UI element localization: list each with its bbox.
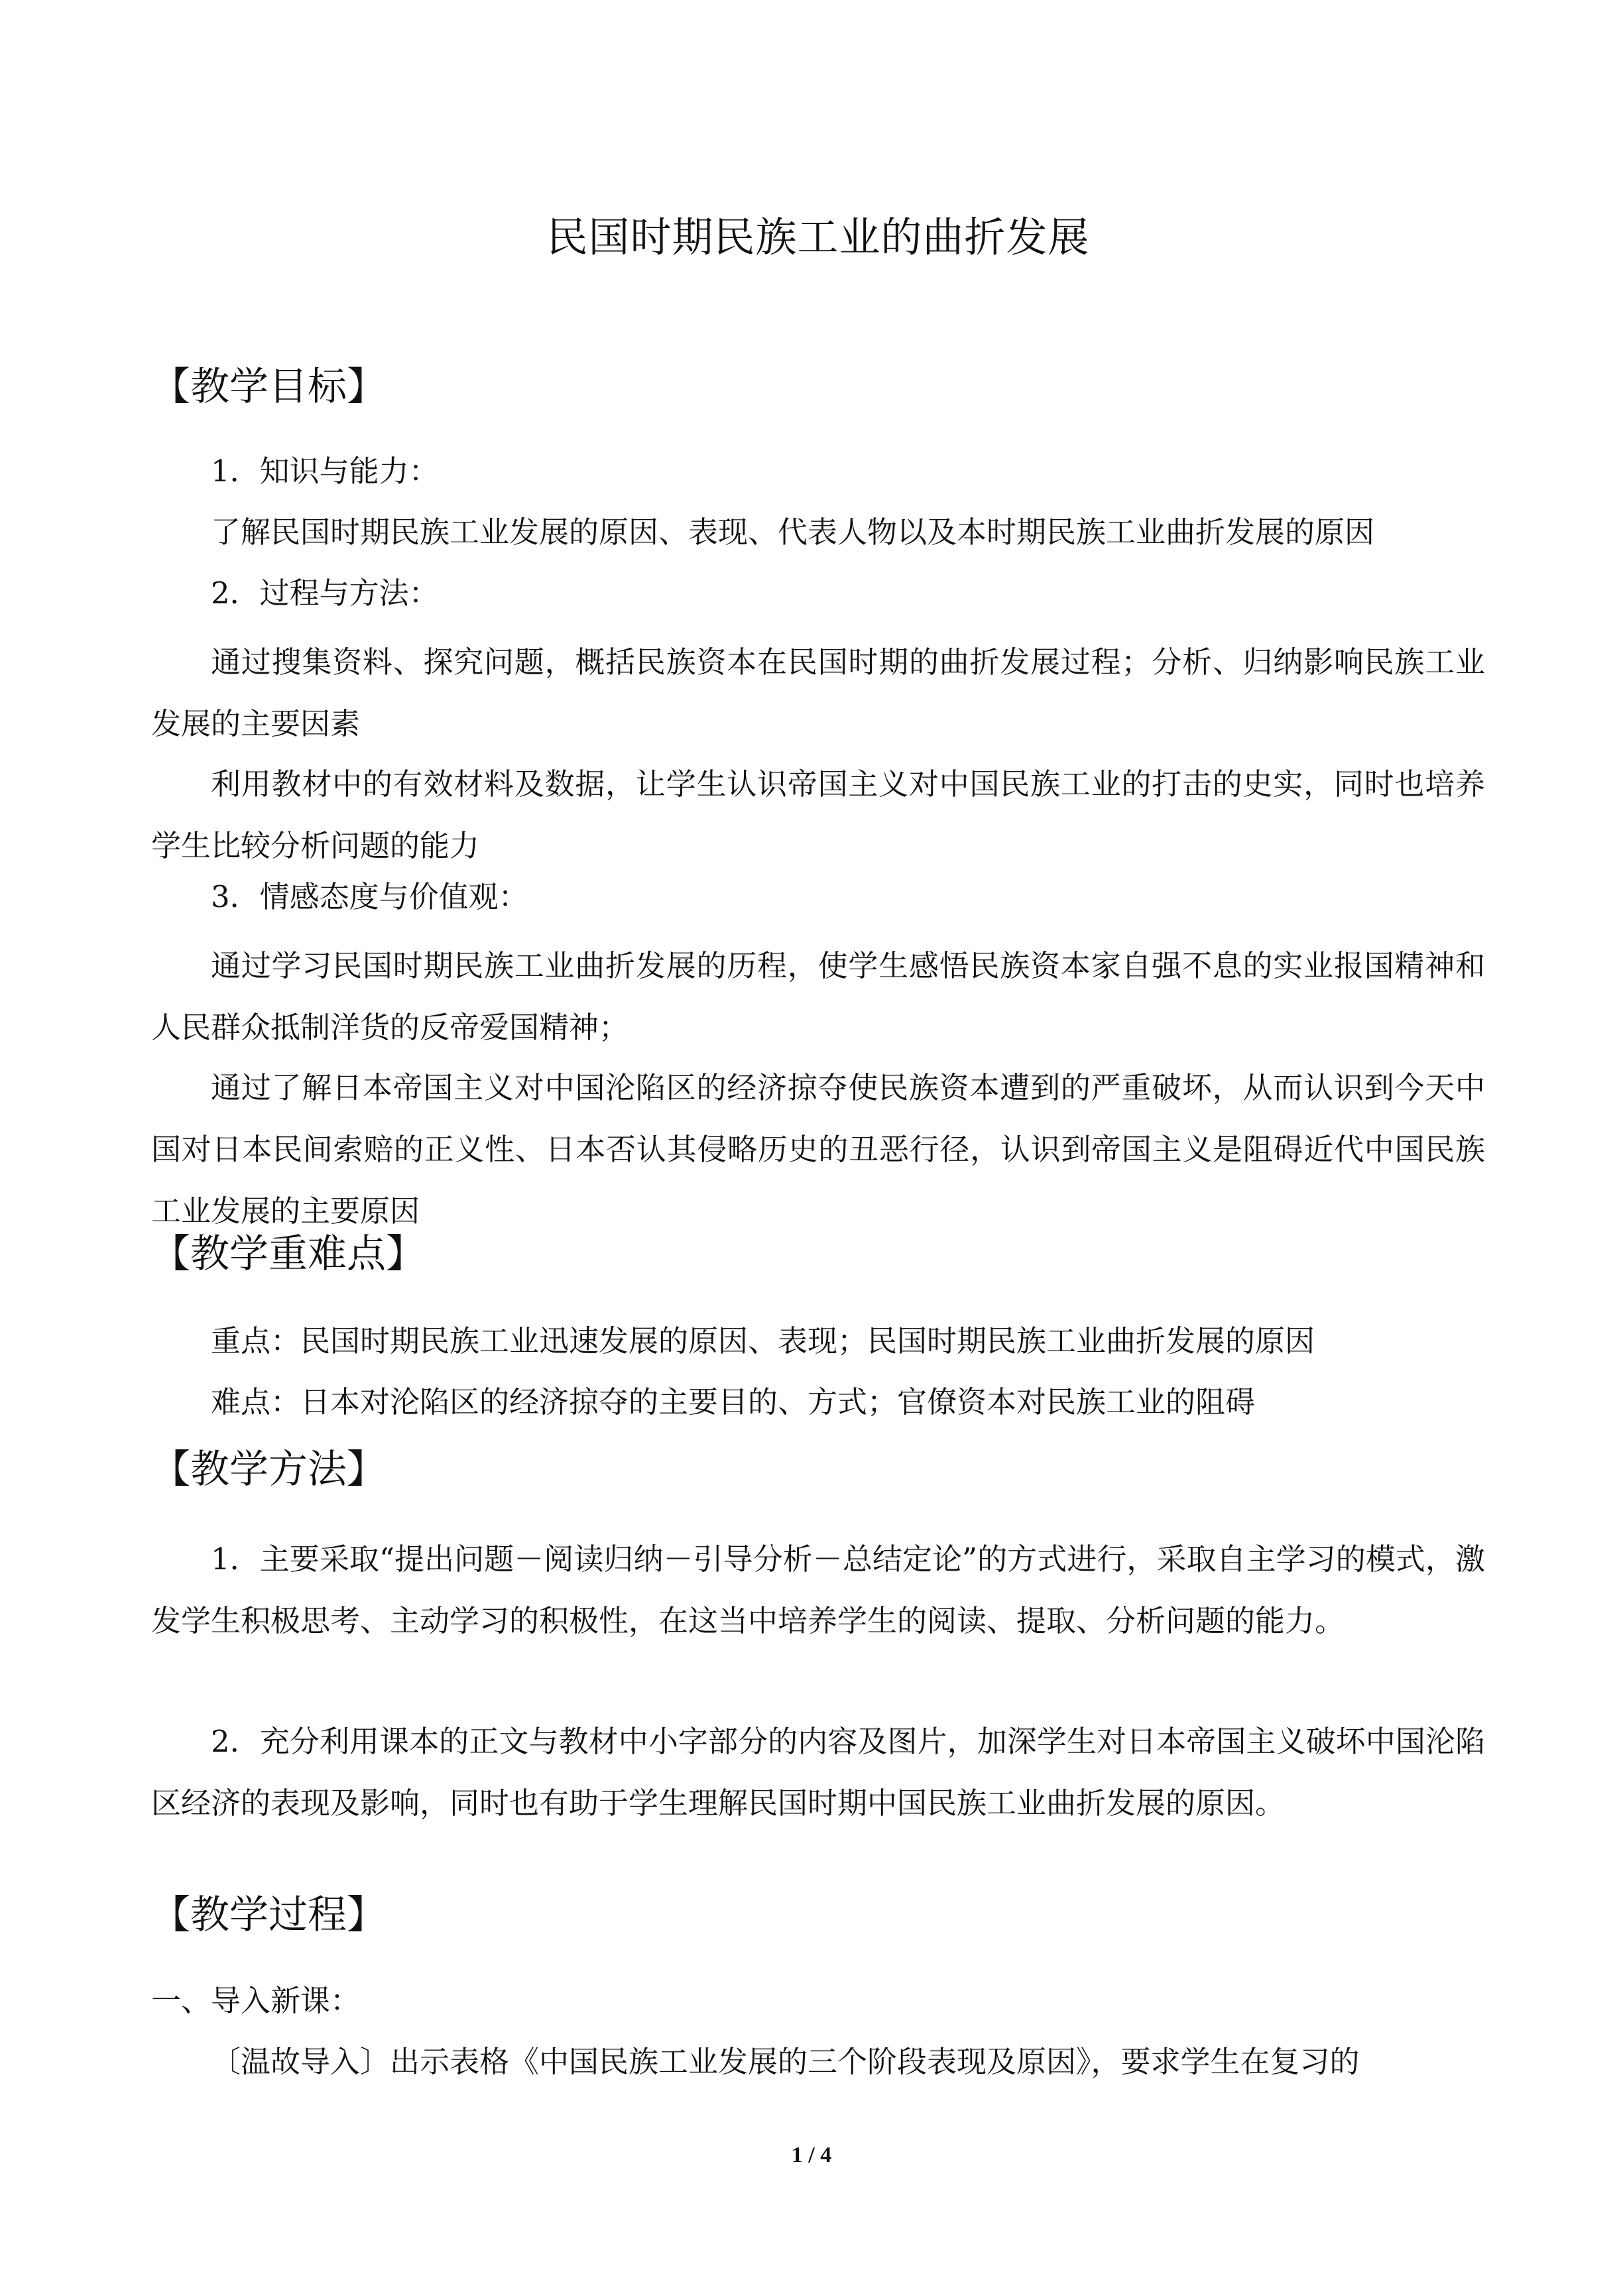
goal-3-text-a: 通过学习民国时期民族工业曲折发展的历程，使学生感悟民族资本家自强不息的实业报国精神和人民群众抵制洋货的反帝爱国精神；: [151, 948, 1485, 1045]
heading-key-points: 【教学重难点】: [151, 1231, 426, 1276]
heading-teaching-methods: 【教学方法】: [151, 1446, 387, 1492]
page-number: 1 / 4: [791, 2143, 832, 2167]
process-intro: 〔温故导入〕出示表格《中国民族工业发展的三个阶段表现及原因》，要求学生在复习的: [211, 2044, 1360, 2079]
goal-1-text: 了解民国时期民族工业发展的原因、表现、代表人物以及本时期民族工业曲折发展的原因: [211, 514, 1375, 550]
goal-3-label: 3．情感态度与价值观：: [211, 879, 528, 914]
key-point-difficulty: 难点：日本对沦陷区的经济掠夺的主要目的、方式；官僚资本对民族工业的阻碍: [211, 1384, 1256, 1420]
heading-teaching-goals: 【教学目标】: [151, 363, 387, 409]
heading-teaching-process: 【教学过程】: [151, 1892, 387, 1937]
method-1: 1．主要采取“提出问题－阅读归纳－引导分析－总结定论”的方式进行，采取自主学习的模式，激发学生积极思考、主动学习的积极性，在这当中培养学生的阅读、提取、分析问题的能力。: [151, 1541, 1485, 1638]
goal-1-label: 1．知识与能力：: [211, 453, 439, 489]
method-2: 2．充分利用课本的正文与教材中小字部分的内容及图片，加深学生对日本帝国主义破坏中国沦陷区经济的表现及影响，同时也有助于学生理解民国时期中国民族工业曲折发展的原因。: [151, 1724, 1485, 1821]
goal-2-text-a: 通过搜集资料、探究问题，概括民族资本在民国时期的曲折发展过程；分析、归纳影响民族工业发展的主要因素: [151, 644, 1485, 741]
document-title: 民国时期民族工业的曲折发展: [546, 213, 1090, 261]
goal-3-text-b: 通过了解日本帝国主义对中国沦陷区的经济掠夺使民族资本遭到的严重破坏，从而认识到今天中国对日本民间索赔的正义性、日本否认其侵略历史的丑恶行径，认识到帝国主义是阻碍近代中国民族工业发展的主要原因: [151, 1070, 1485, 1229]
goal-2-label: 2．过程与方法：: [211, 575, 439, 611]
process-sub-1: 一、导入新课：: [151, 1983, 361, 2018]
key-point-focus: 重点：民国时期民族工业迅速发展的原因、表现；民国时期民族工业曲折发展的原因: [211, 1323, 1315, 1359]
goal-2-text-b: 利用教材中的有效材料及数据，让学生认识帝国主义对中国民族工业的打击的史实，同时也培养学生比较分析问题的能力: [151, 766, 1485, 863]
